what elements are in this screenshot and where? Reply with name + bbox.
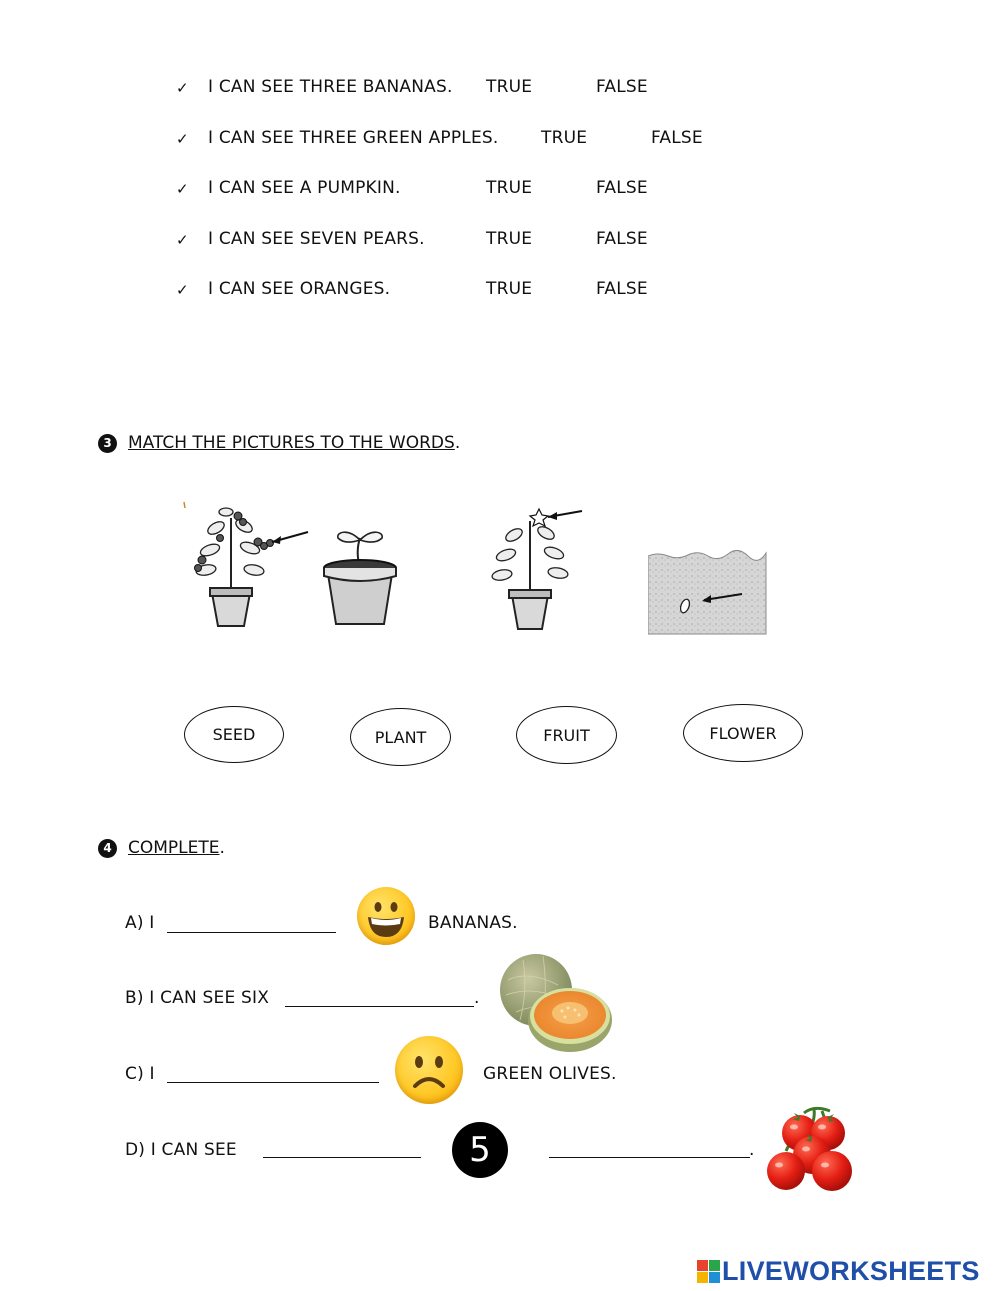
number-five-badge: 5 <box>452 1122 508 1178</box>
tf-false-option[interactable]: FALSE <box>651 128 703 148</box>
sad-face-icon <box>395 1036 463 1104</box>
tf-statement: I CAN SEE SEVEN PEARS. <box>208 229 425 249</box>
tf-true-option[interactable]: TRUE <box>486 279 533 299</box>
liveworksheets-logo <box>697 1254 980 1288</box>
check-icon: ✓ <box>176 281 189 299</box>
tf-true-option[interactable]: TRUE <box>486 229 533 249</box>
tf-statement: I CAN SEE A PUMPKIN. <box>208 178 401 198</box>
tf-true-option[interactable]: TRUE <box>486 178 533 198</box>
logo-mark-icon <box>697 1260 720 1283</box>
tf-false-option[interactable]: FALSE <box>596 229 648 249</box>
melon-image <box>498 950 614 1056</box>
section-number-badge: 4 <box>98 839 117 858</box>
sentence-d-blank-1[interactable] <box>263 1157 421 1158</box>
section-number-badge: 3 <box>98 434 117 453</box>
fruit-plant-picture <box>180 498 310 633</box>
sentence-d-blank-2[interactable] <box>549 1157 750 1158</box>
word-oval-fruit[interactable]: FRUIT <box>516 706 617 764</box>
check-icon: ✓ <box>176 180 189 198</box>
check-icon: ✓ <box>176 130 189 148</box>
tf-statement: I CAN SEE ORANGES. <box>208 279 391 299</box>
tf-statement: I CAN SEE THREE GREEN APPLES. <box>208 128 499 148</box>
tf-true-option[interactable]: TRUE <box>541 128 588 148</box>
sentence-c-prefix: C) I <box>125 1064 155 1084</box>
sentence-a-suffix: BANANAS. <box>428 913 518 933</box>
tf-statement: I CAN SEE THREE BANANAS. <box>208 77 453 97</box>
sentence-b-suffix: . <box>474 988 480 1008</box>
tf-false-option[interactable]: FALSE <box>596 279 648 299</box>
tomatoes-image <box>764 1103 858 1195</box>
seedling-picture <box>318 524 402 628</box>
check-icon: ✓ <box>176 231 189 249</box>
sentence-c-blank[interactable] <box>167 1082 379 1083</box>
word-oval-seed[interactable]: SEED <box>184 706 284 763</box>
section-title: COMPLETE <box>128 838 220 858</box>
sentence-a-prefix: A) I <box>125 913 155 933</box>
sentence-c-suffix: GREEN OLIVES. <box>483 1064 617 1084</box>
tf-false-option[interactable]: FALSE <box>596 178 648 198</box>
tf-true-option[interactable]: TRUE <box>486 77 533 97</box>
section-4-heading: 4 COMPLETE. <box>98 838 225 858</box>
section-3-heading: 3 MATCH THE PICTURES TO THE WORDS. <box>98 433 460 453</box>
logo-text: LIVEWORKSHEETS <box>722 1255 980 1286</box>
sentence-d-suffix: . <box>749 1140 755 1160</box>
happy-face-icon <box>357 887 415 945</box>
tf-false-option[interactable]: FALSE <box>596 77 648 97</box>
word-oval-flower[interactable]: FLOWER <box>683 704 803 762</box>
word-oval-plant[interactable]: PLANT <box>350 708 451 766</box>
sentence-b-prefix: B) I CAN SEE SIX <box>125 988 270 1008</box>
sentence-b-blank[interactable] <box>285 1006 474 1007</box>
sentence-d-prefix: D) I CAN SEE <box>125 1140 237 1160</box>
section-title: MATCH THE PICTURES TO THE WORDS <box>128 433 455 453</box>
check-icon: ✓ <box>176 79 189 97</box>
sentence-a-blank[interactable] <box>167 932 336 933</box>
seed-in-soil-picture <box>648 550 768 636</box>
flower-plant-picture <box>478 505 588 633</box>
